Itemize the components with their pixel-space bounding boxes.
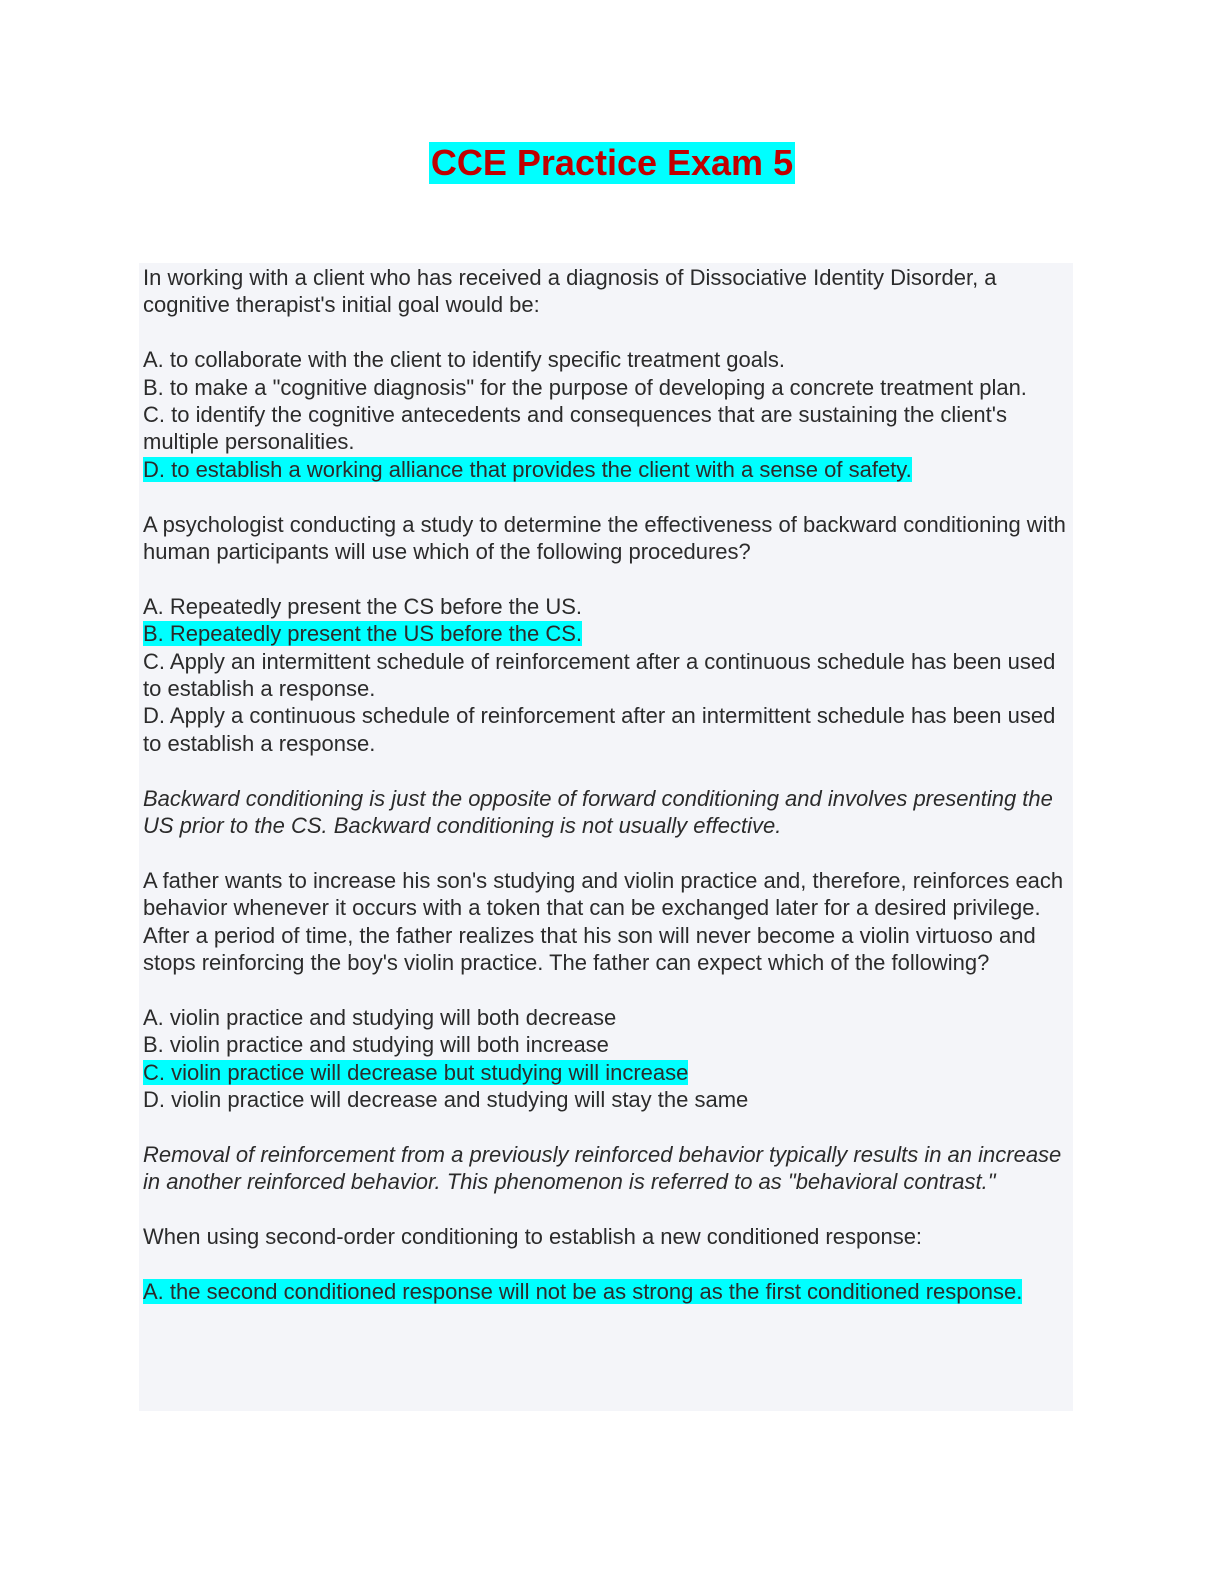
document-body xyxy=(143,264,1069,1305)
question-block xyxy=(143,1223,1069,1305)
correct-answer-option xyxy=(143,1059,1069,1086)
answer-option: A. Repeatedly present the CS before the US. xyxy=(143,593,583,619)
answer-option: D. violin practice will decrease and studying will stay the same xyxy=(143,1087,749,1113)
answer-option: B. violin practice and studying will both increase xyxy=(143,1032,609,1058)
question-stem: When using second-order conditioning to establish a new conditioned response: xyxy=(143,1224,923,1250)
answer-option: A. violin practice and studying will both decrease xyxy=(143,1004,617,1030)
answer-highlight: B. Repeatedly present the US before the CS. xyxy=(143,621,583,647)
correct-answer-option xyxy=(143,620,1069,647)
answer-highlight: D. to establish a working alliance that provides the client with a sense of safety. xyxy=(143,456,912,482)
correct-answer-option xyxy=(143,456,1069,483)
answer-explanation: Backward conditioning is just the opposite of forward conditioning and involves presenting the US prior to the CS. Backward conditioning is not usually effective. xyxy=(143,785,1053,839)
answer-option: C. Apply an intermittent schedule of reinforcement after a continuous schedule has been used to establish a response. xyxy=(143,648,1056,702)
answer-highlight: C. violin practice will decrease but studying will increase xyxy=(143,1059,689,1085)
question-block xyxy=(143,511,1069,840)
question-block xyxy=(143,264,1069,483)
title-container xyxy=(0,142,1224,184)
question-block xyxy=(143,867,1069,1196)
correct-answer-option xyxy=(143,1278,1069,1305)
answer-option: A. to collaborate with the client to identify specific treatment goals. xyxy=(143,347,785,373)
question-stem: A psychologist conducting a study to determine the effectiveness of backward conditioning with human participants will use which of the following procedures? xyxy=(143,511,1066,565)
answer-option: B. to make a "cognitive diagnosis" for the purpose of developing a concrete treatment plan. xyxy=(143,374,1027,400)
answer-highlight: A. the second conditioned response will not be as strong as the first conditioned response. xyxy=(143,1278,1023,1304)
answer-option: D. Apply a continuous schedule of reinforcement after an intermittent schedule has been used to establish a response. xyxy=(143,703,1056,756)
page-title: CCE Practice Exam 5 xyxy=(430,142,794,183)
question-stem: In working with a client who has received a diagnosis of Dissociative Identity Disorder, a cognitive therapist's initial goal would be: xyxy=(143,265,997,318)
question-stem: A father wants to increase his son's studying and violin practice and, therefore, reinforces each behavior whenever it occurs with a token that can be exchanged later for a desired privilege. After a period of time, the father realizes that his son will never become a violin virtuoso and stops reinforcing the boy's violin practice. The father can expect which of the following? xyxy=(143,867,1064,976)
answer-explanation: Removal of reinforcement from a previously reinforced behavior typically results in an increase in another reinforced behavior. This phenomenon is referred to as "behavioral contrast." xyxy=(143,1141,1062,1195)
answer-option: C. to identify the cognitive antecedents and consequences that are sustaining the client's multiple personalities. xyxy=(143,402,1007,455)
